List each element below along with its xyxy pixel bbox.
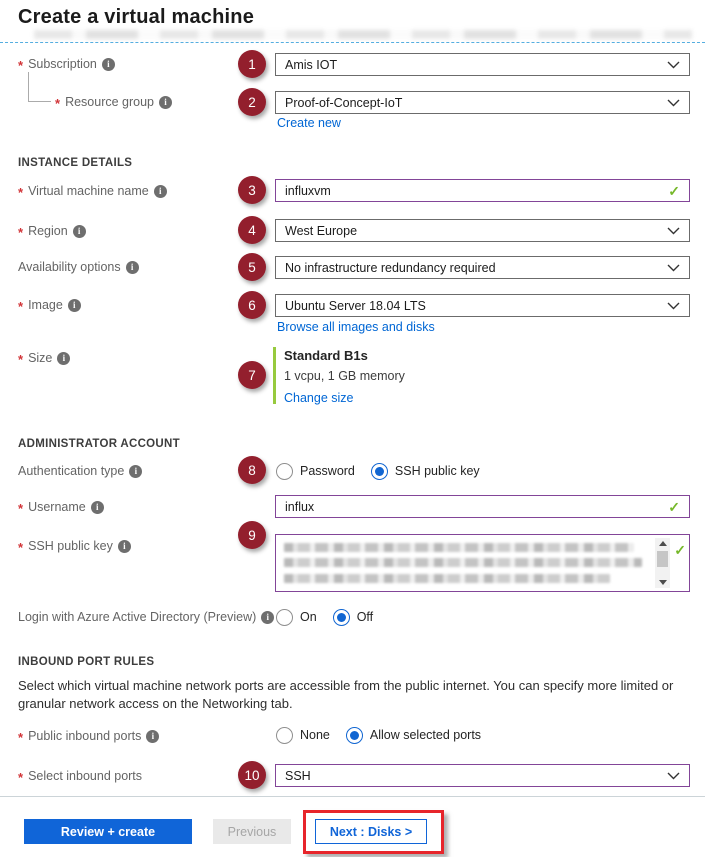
label-text: Virtual machine name	[28, 184, 149, 198]
info-icon[interactable]: i	[129, 465, 142, 478]
required-asterisk: *	[55, 96, 61, 111]
radio-icon[interactable]	[276, 609, 293, 626]
radio-selected-icon[interactable]	[346, 727, 363, 744]
scroll-down-icon[interactable]	[659, 580, 667, 585]
required-asterisk: *	[18, 185, 24, 200]
required-asterisk: *	[18, 501, 24, 516]
size-accent-bar	[273, 347, 276, 404]
chevron-down-icon	[667, 61, 680, 69]
required-asterisk: *	[18, 58, 24, 73]
resource-group-select[interactable]	[275, 91, 690, 114]
ssh-key-textarea[interactable]	[275, 534, 690, 592]
previous-button[interactable]: Previous	[213, 819, 291, 844]
step-badge-8: 8	[238, 456, 266, 484]
info-icon[interactable]: i	[261, 611, 274, 624]
chevron-down-icon	[667, 99, 680, 107]
chevron-down-icon	[667, 772, 680, 780]
radio-label: None	[300, 728, 330, 742]
radio-label: Password	[300, 464, 355, 478]
radio-label: Allow selected ports	[369, 728, 482, 742]
redacted-key-line	[284, 543, 634, 552]
scroll-up-icon[interactable]	[659, 541, 667, 546]
required-asterisk: *	[18, 225, 24, 240]
label-text: Resource group	[65, 95, 155, 109]
vm-name-value: influxvm	[285, 183, 331, 198]
create-new-link[interactable]: Create new	[277, 116, 341, 130]
region-label	[18, 223, 86, 239]
valid-check-icon: ✓	[668, 498, 680, 515]
radio-selected-icon[interactable]	[333, 609, 350, 626]
region-value: West Europe	[285, 223, 358, 238]
resource-group-connector-horizontal	[28, 101, 51, 102]
radio-option-off[interactable]	[333, 609, 373, 626]
textarea-scrollbar[interactable]	[655, 538, 670, 588]
radio-option-allow-selected-ports[interactable]	[346, 727, 481, 744]
chevron-down-icon	[667, 302, 680, 310]
page-title: Create a virtual machine	[18, 6, 255, 28]
info-icon[interactable]: i	[118, 540, 131, 553]
size-specs: 1 vcpu, 1 GB memory	[284, 369, 405, 383]
image-label	[18, 297, 81, 313]
radio-label: Off	[356, 610, 374, 624]
auth-type-radio-group	[276, 461, 480, 481]
image-select[interactable]	[275, 294, 690, 317]
radio-icon[interactable]	[276, 727, 293, 744]
blurred-tab-strip	[34, 30, 692, 39]
inbound-description: Select which virtual machine network ports are accessible from the public internet. You can specify more limited or granular network access on the Networking tab.	[18, 678, 674, 711]
availability-value: No infrastructure redundancy required	[285, 260, 496, 275]
select-ports-label	[18, 768, 142, 784]
step-badge-3: 3	[238, 176, 266, 204]
radio-option-password[interactable]	[276, 463, 355, 480]
label-text: Availability options	[18, 260, 121, 274]
info-icon[interactable]: i	[91, 501, 104, 514]
label-text: Public inbound ports	[28, 729, 142, 743]
availability-label	[18, 259, 139, 275]
label-text: Image	[28, 298, 63, 312]
size-label	[18, 350, 70, 366]
info-icon[interactable]: i	[68, 299, 81, 312]
auth-type-label	[18, 463, 142, 479]
label-text: Login with Azure Active Directory (Preview)	[18, 610, 257, 624]
required-asterisk: *	[18, 730, 24, 745]
info-icon[interactable]: i	[73, 225, 86, 238]
chevron-down-icon	[667, 264, 680, 272]
info-icon[interactable]: i	[57, 352, 70, 365]
step-badge-1: 1	[238, 50, 266, 78]
valid-check-icon: ✓	[674, 542, 686, 558]
image-value: Ubuntu Server 18.04 LTS	[285, 298, 426, 313]
step-badge-4: 4	[238, 216, 266, 244]
username-label	[18, 499, 104, 515]
subscription-value: Amis IOT	[285, 57, 338, 72]
availability-select[interactable]	[275, 256, 690, 279]
administrator-account-heading: ADMINISTRATOR ACCOUNT	[18, 438, 180, 450]
subscription-select[interactable]	[275, 53, 690, 76]
radio-option-none[interactable]	[276, 727, 330, 744]
resource-group-connector-vertical	[28, 72, 29, 102]
username-input[interactable]	[275, 495, 690, 518]
step-badge-7: 7	[238, 361, 266, 389]
size-name: Standard B1s	[284, 348, 368, 363]
label-text: Username	[28, 500, 86, 514]
label-text: Authentication type	[18, 464, 125, 478]
vm-name-label	[18, 183, 167, 199]
label-text: Select inbound ports	[28, 769, 143, 783]
required-asterisk: *	[18, 540, 24, 555]
footer-divider	[0, 796, 705, 797]
subscription-label	[18, 56, 115, 72]
label-text: Size	[28, 351, 53, 365]
header-dashed-divider	[0, 42, 705, 43]
radio-option-on[interactable]	[276, 609, 317, 626]
label-text: Region	[28, 224, 68, 238]
next-disks-button[interactable]: Next : Disks >	[315, 819, 427, 844]
review-create-button[interactable]: Review + create	[24, 819, 192, 844]
browse-images-link[interactable]: Browse all images and disks	[277, 320, 435, 334]
select-ports-select[interactable]	[275, 764, 690, 787]
public-ports-label	[18, 728, 159, 744]
required-asterisk: *	[18, 299, 24, 314]
info-icon[interactable]: i	[159, 96, 172, 109]
step-badge-9: 9	[238, 521, 266, 549]
info-icon[interactable]: i	[146, 730, 159, 743]
resource-group-value: Proof-of-Concept-IoT	[285, 95, 403, 110]
select-ports-value: SSH	[285, 768, 311, 783]
required-asterisk: *	[18, 770, 24, 785]
info-icon[interactable]: i	[102, 58, 115, 71]
chevron-down-icon	[667, 227, 680, 235]
info-icon[interactable]: i	[154, 185, 167, 198]
region-select[interactable]	[275, 219, 690, 242]
instance-details-heading: INSTANCE DETAILS	[18, 157, 133, 169]
radio-option-ssh-public-key[interactable]	[371, 463, 480, 480]
label-text: Subscription	[28, 57, 97, 71]
step-badge-2: 2	[238, 88, 266, 116]
aad-login-radio-group	[276, 607, 373, 627]
username-value: influx	[285, 499, 315, 514]
valid-check-icon: ✓	[668, 182, 680, 199]
step-badge-6: 6	[238, 291, 266, 319]
step-badge-10: 10	[238, 761, 266, 789]
step-badge-5: 5	[238, 253, 266, 281]
public-ports-radio-group	[276, 725, 481, 745]
vm-name-input[interactable]	[275, 179, 690, 202]
change-size-link[interactable]: Change size	[284, 391, 354, 405]
resource-group-label	[55, 94, 172, 110]
required-asterisk: *	[18, 352, 24, 367]
ssh-key-label	[18, 538, 131, 554]
redacted-key-line	[284, 558, 642, 567]
radio-icon[interactable]	[276, 463, 293, 480]
scrollbar-thumb[interactable]	[657, 551, 668, 567]
radio-selected-icon[interactable]	[371, 463, 388, 480]
label-text: SSH public key	[28, 539, 113, 553]
inbound-port-rules-heading: INBOUND PORT RULES	[18, 656, 155, 668]
aad-login-label	[18, 609, 274, 625]
radio-label: SSH public key	[394, 464, 480, 478]
redacted-key-line	[284, 574, 610, 583]
info-icon[interactable]: i	[126, 261, 139, 274]
radio-label: On	[300, 610, 317, 624]
